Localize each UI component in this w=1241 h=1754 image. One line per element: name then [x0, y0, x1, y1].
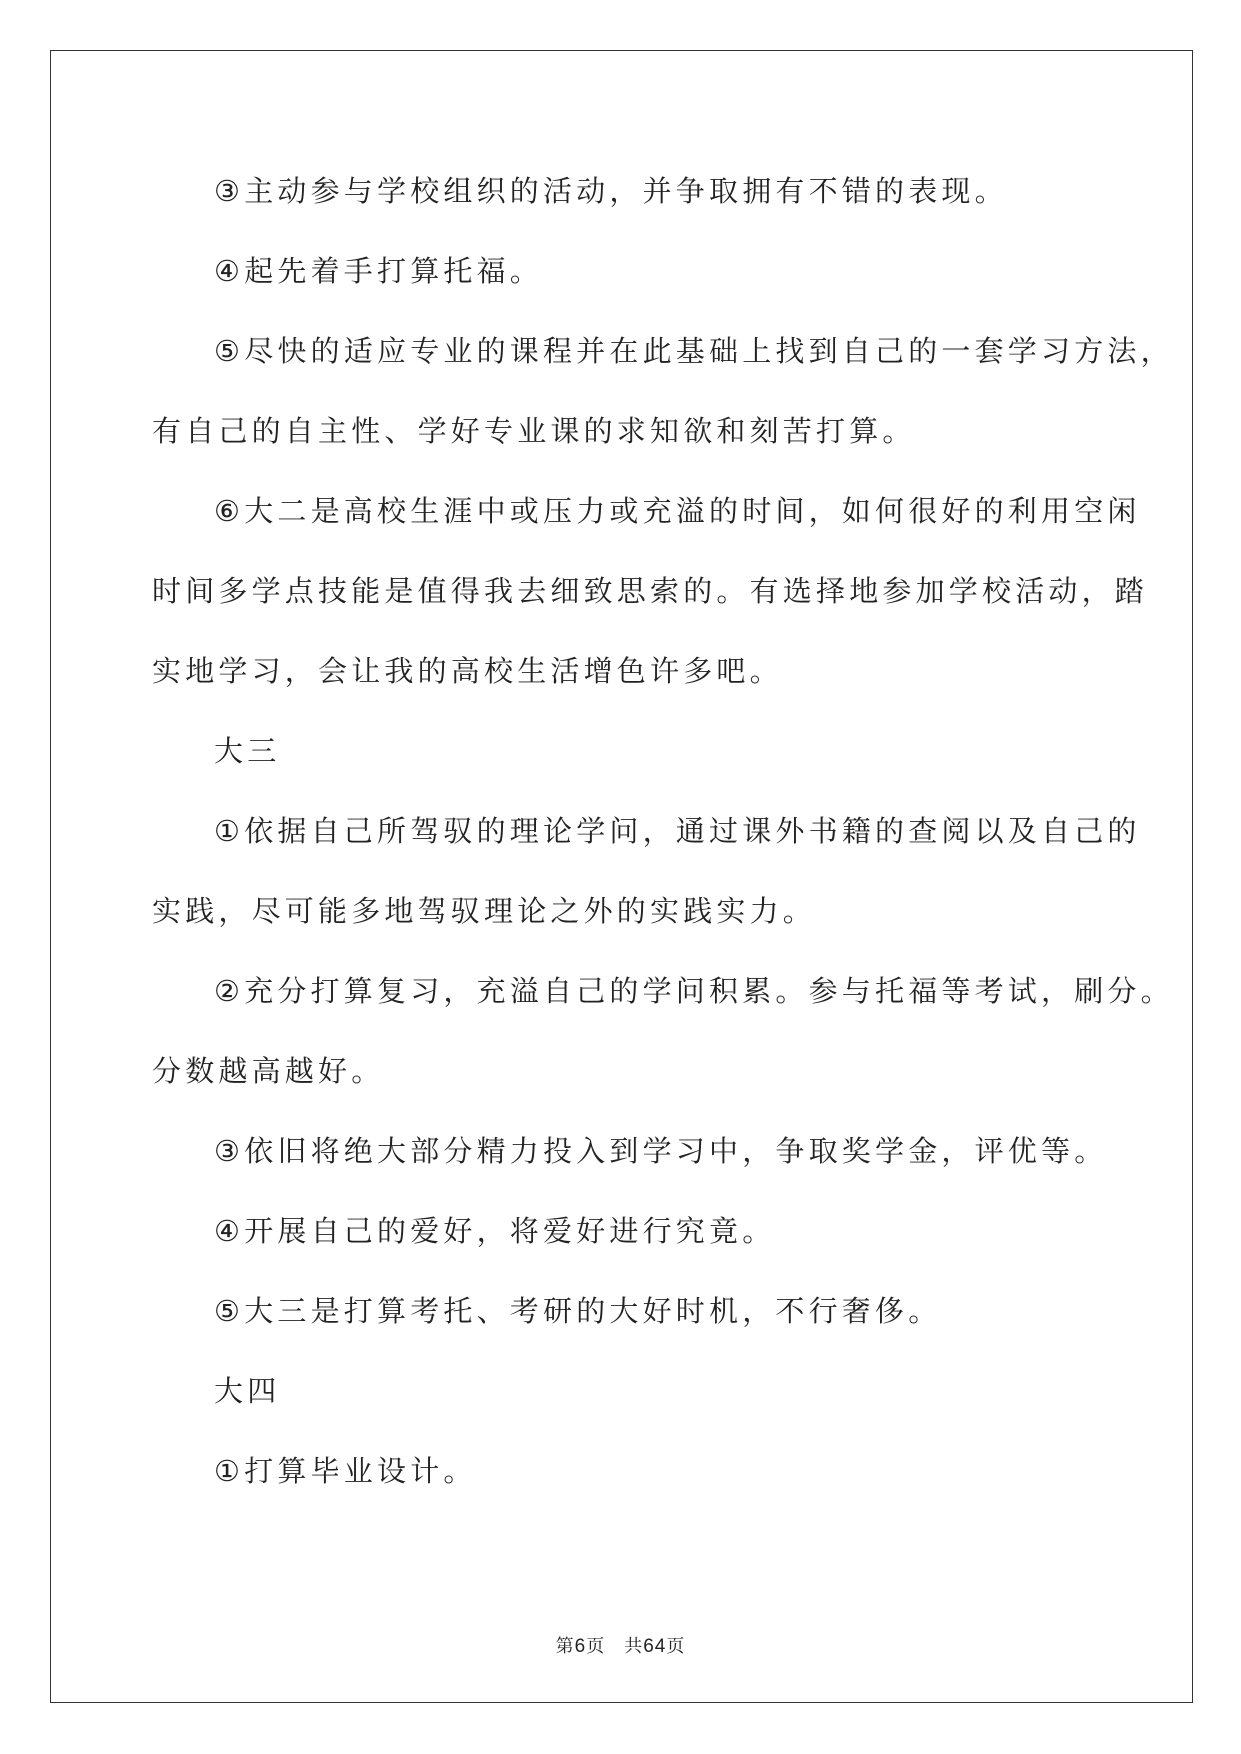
- footer-page-number: 6: [574, 1636, 587, 1657]
- paragraph-line: ①打算毕业设计。: [214, 1454, 477, 1488]
- paragraph-line: ④起先着手打算托福。: [214, 254, 543, 288]
- section-heading: 大四: [214, 1374, 281, 1408]
- paragraph-line: 实地学习，会让我的高校生活增色许多吧。: [152, 654, 783, 688]
- paragraph-line: ⑤尽快的适应专业的课程并在此基础上找到自己的一套学习方法，: [214, 334, 1174, 368]
- section-heading: 大三: [214, 734, 281, 768]
- footer-prefix: 第: [555, 1636, 575, 1657]
- paragraph-line: ⑤大三是打算考托、考研的大好时机，不行奢侈。: [214, 1294, 942, 1328]
- footer-total-pages: 64: [643, 1636, 667, 1657]
- paragraph-line: ⑥大二是高校生涯中或压力或充溢的时间，如何很好的利用空闲: [214, 494, 1141, 528]
- paragraph-line: ③主动参与学校组织的活动，并争取拥有不错的表现。: [214, 174, 1008, 208]
- paragraph-line: 有自己的自主性、学好专业课的求知欲和刻苦打算。: [152, 414, 916, 448]
- paragraph-line: ③依旧将绝大部分精力投入到学习中，争取奖学金，评优等。: [214, 1134, 1108, 1168]
- paragraph-line: ①依据自己所驾驭的理论学问，通过课外书籍的查阅以及自己的: [214, 814, 1141, 848]
- paragraph-line: 时间多学点技能是值得我去细致思索的。有选择地参加学校活动，踏: [152, 574, 1149, 608]
- paragraph-line: 实践，尽可能多地驾驭理论之外的实践实力。: [152, 894, 817, 928]
- page-footer: [0, 1632, 1241, 1658]
- footer-suffix: 页: [666, 1636, 686, 1657]
- footer-middle: 页 共: [586, 1636, 644, 1657]
- paragraph-line: ④开展自己的爱好，将爱好进行究竟。: [214, 1214, 776, 1248]
- paragraph-line: 分数越高越好。: [152, 1054, 385, 1088]
- paragraph-line: ②充分打算复习，充溢自己的学问积累。参与托福等考试，刷分。: [214, 974, 1174, 1008]
